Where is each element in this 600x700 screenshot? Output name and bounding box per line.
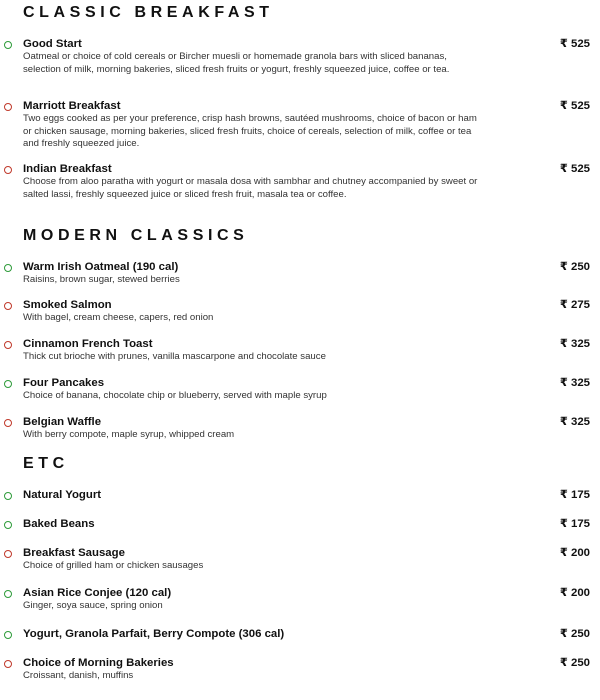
item-name: Four Pancakes <box>23 377 105 389</box>
item-name: Cinnamon French Toast <box>23 338 153 350</box>
nonveg-indicator-icon <box>4 419 12 427</box>
item-name: Belgian Waffle <box>23 416 102 428</box>
item-price: ₹ 275 <box>559 299 590 311</box>
item-name: Smoked Salmon <box>23 299 112 311</box>
nonveg-indicator-icon <box>4 660 12 668</box>
item-name: Warm Irish Oatmeal (190 cal) <box>23 261 179 273</box>
item-price: ₹ 200 <box>559 547 590 559</box>
veg-indicator-icon <box>4 521 12 529</box>
item-description: Croissant, danish, muffins <box>23 670 134 681</box>
item-name: Marriott Breakfast <box>23 100 121 112</box>
nonveg-indicator-icon <box>4 550 12 558</box>
item-description: Choice of grilled ham or chicken sausages <box>23 560 204 571</box>
item-name: Baked Beans <box>23 518 95 530</box>
item-description: Raisins, brown sugar, stewed berries <box>23 274 180 285</box>
veg-indicator-icon <box>4 41 12 49</box>
item-description: Oatmeal or choice of cold cereals or Bircher muesli or homemade granola bars with sliced bananas, selection of milk, morning bakeries, sliced fresh fruits or yogurt, freshly squeezed juice, coffee or tea. <box>23 51 450 75</box>
item-name: Good Start <box>23 38 82 50</box>
item-name: Natural Yogurt <box>23 489 102 501</box>
item-name: Indian Breakfast <box>23 163 112 175</box>
item-price: ₹ 525 <box>559 163 590 175</box>
item-description: With bagel, cream cheese, capers, red onion <box>23 312 214 323</box>
item-price: ₹ 325 <box>559 377 590 389</box>
item-name: Asian Rice Conjee (120 cal) <box>23 587 172 599</box>
item-price: ₹ 175 <box>559 518 590 530</box>
item-price: ₹ 250 <box>559 628 590 640</box>
section-title-modern-classics: MODERN CLASSICS <box>23 227 249 244</box>
nonveg-indicator-icon <box>4 166 12 174</box>
item-price: ₹ 325 <box>559 338 590 350</box>
section-title-etc: ETC <box>23 455 69 472</box>
section-title-classic-breakfast: CLASSIC BREAKFAST <box>23 4 274 21</box>
item-description: Ginger, soya sauce, spring onion <box>23 600 163 611</box>
item-price: ₹ 250 <box>559 261 590 273</box>
item-description: With berry compote, maple syrup, whipped cream <box>23 429 235 440</box>
item-description: Choice of banana, chocolate chip or blueberry, served with maple syrup <box>23 390 327 401</box>
item-price: ₹ 200 <box>559 587 590 599</box>
item-price: ₹ 525 <box>559 100 590 112</box>
item-name: Breakfast Sausage <box>23 547 125 559</box>
item-name: Choice of Morning Bakeries <box>23 657 174 669</box>
item-name: Yogurt, Granola Parfait, Berry Compote (306 cal) <box>23 628 285 640</box>
item-description: Two eggs cooked as per your preference, crisp hash browns, sautéed mushrooms, choice of bacon or ham or chicken sausage, morning bakeries, sliced fresh fruits, choice of cereals, selection of milk, coffee or tea and freshly squeezed juice. <box>23 113 477 149</box>
veg-indicator-icon <box>4 590 12 598</box>
veg-indicator-icon <box>4 380 12 388</box>
item-description: Thick cut brioche with prunes, vanilla mascarpone and chocolate sauce <box>23 351 326 362</box>
veg-indicator-icon <box>4 492 12 500</box>
nonveg-indicator-icon <box>4 302 12 310</box>
item-price: ₹ 175 <box>559 489 590 501</box>
item-description: Choose from aloo paratha with yogurt or masala dosa with sambhar and chutney accompanied by sweet or salted lassi, freshly squeezed juice or sliced fresh fruit, masala tea or coffee. <box>23 176 478 200</box>
veg-indicator-icon <box>4 264 12 272</box>
item-price: ₹ 525 <box>559 38 590 50</box>
nonveg-indicator-icon <box>4 341 12 349</box>
nonveg-indicator-icon <box>4 103 12 111</box>
item-price: ₹ 250 <box>559 657 590 669</box>
item-price: ₹ 325 <box>559 416 590 428</box>
veg-indicator-icon <box>4 631 12 639</box>
